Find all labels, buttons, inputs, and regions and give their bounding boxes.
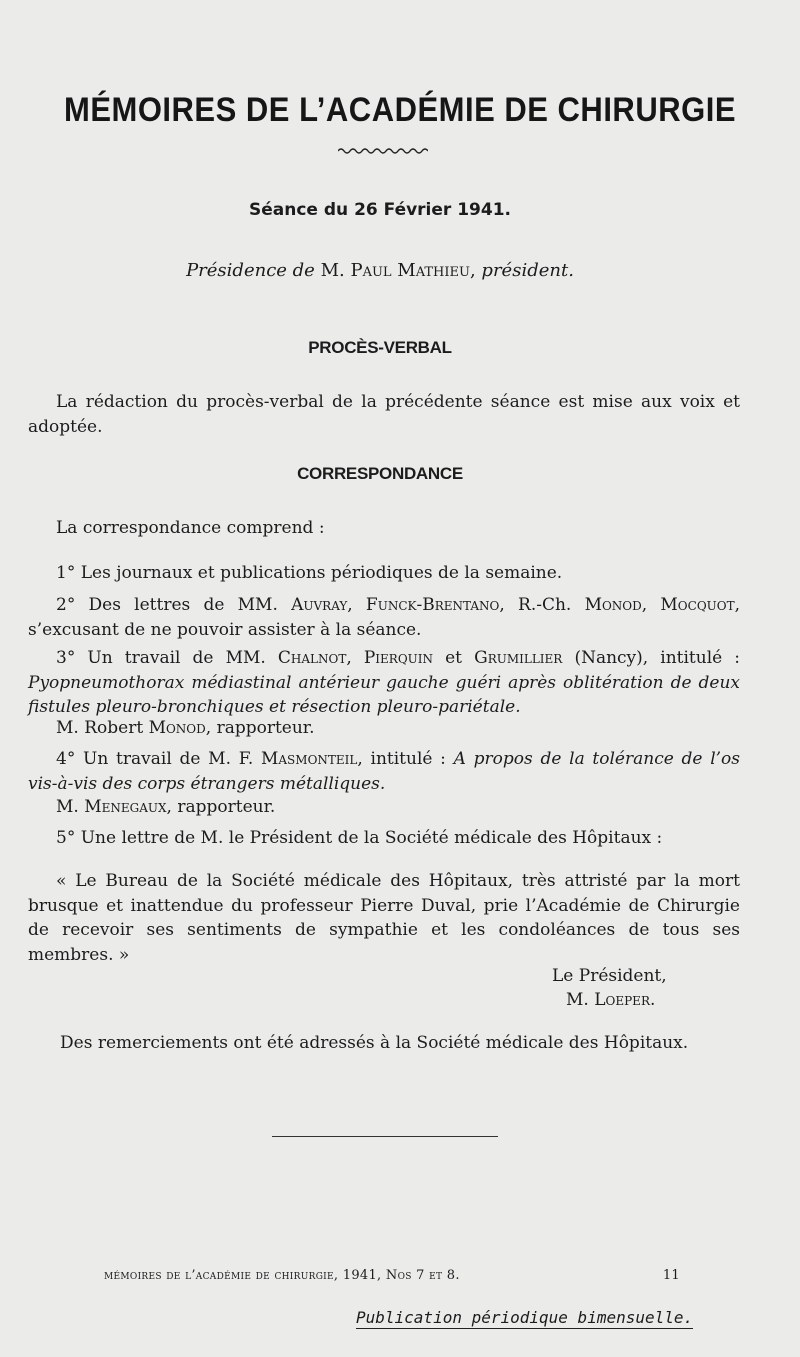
item-3-n1: Chalnot, <box>277 648 352 668</box>
item-4-name: Masmonteil, <box>260 749 363 769</box>
presidence-line <box>0 260 760 281</box>
item-2-names2: Monod, Mocquot, <box>584 595 741 615</box>
presidence-m: M. <box>320 260 345 281</box>
item-4-title: A propos de la tolérance de l’os vis-à-vis des corps étrangers métalliques. <box>28 749 740 794</box>
item-5: 5° Une lettre de M. le Président de la Société médicale des Hôpitaux : <box>56 828 663 848</box>
item-3-et: et <box>445 648 463 668</box>
correspondance-intro: La correspondance comprend : <box>56 518 325 538</box>
item-1: 1° Les journaux et publications périodiques de la semaine. <box>56 563 563 583</box>
remerciements: Des remerciements ont été adressés à la Société médicale des Hôpitaux. <box>60 1033 689 1053</box>
signature-m: M. <box>566 990 589 1010</box>
item-3-title: Pyopneumothorax médiastinal antérieur gauche guéri après oblitération de deux fistules pleuro-bronchiques et résection pleuro-pariétale. <box>28 672 740 717</box>
item-3-n2: Pierquin <box>363 648 434 668</box>
item-4-rap-role: rapporteur. <box>177 797 276 817</box>
item-4-b: intitulé : <box>370 749 446 769</box>
item-2-a: 2° Des lettres de MM. <box>56 595 278 615</box>
item-2-names: Auvray, Funck-Brentano, <box>291 595 505 615</box>
footer-line <box>104 1268 680 1283</box>
signature-title: Le Président, <box>552 966 667 986</box>
item-4-a: 4° Un travail de M. F. <box>56 749 254 769</box>
separator-rule <box>272 1136 498 1137</box>
item-3-a: 3° Un travail de MM. <box>56 648 266 668</box>
wavy-ornament <box>338 146 428 156</box>
item-3 <box>28 646 740 720</box>
presidence-prefix: Présidence de <box>186 260 315 281</box>
item-3-rapporteur <box>28 716 740 741</box>
president-name: Paul Mathieu, <box>350 260 476 281</box>
item-4-rapporteur <box>28 795 740 820</box>
item-3-rap-name: Monod, <box>148 718 212 738</box>
journal-title: MÉMOIRES DE L’ACADÉMIE DE CHIRURGIE <box>64 89 736 130</box>
footer-journal: mémoires de l’académie de chirurgie, 1941, Nos 7 et 8. <box>104 1268 460 1283</box>
quote-paragraph: « Le Bureau de la Société médicale des Hôpitaux, très attristé par la mort brusque et inattendue du professeur Pierre Duval, prie l’Académie de Chirurgie de recevoir ses sentiments de sympathie et les condoléances de tous ses membres. » <box>28 871 740 965</box>
item-2-b: R.-Ch. <box>518 595 572 615</box>
proces-verbal-text: La rédaction du procès-verbal de la précédente séance est mise aux voix et adoptée. <box>28 392 740 437</box>
president-role: président. <box>481 260 574 281</box>
item-4-rap-m: M. <box>56 797 79 817</box>
publication-periodique: Publication périodique bimensuelle. <box>356 1308 694 1327</box>
page-number: 11 <box>662 1268 680 1283</box>
signature-name <box>566 988 766 1013</box>
item-3-rap-m: M. Robert <box>56 718 144 738</box>
item-3-n3: Grumillier <box>474 648 563 668</box>
heading-proces-verbal: PROCÈS-VERBAL <box>308 338 452 357</box>
signature-loeper: Loeper. <box>594 990 656 1010</box>
item-2-c: s’excusant de ne pouvoir assister à la séance. <box>28 619 422 640</box>
item-2 <box>28 593 740 642</box>
seance-date: Séance du 26 Février 1941. <box>249 200 511 220</box>
item-3-b: (Nancy), intitulé : <box>574 648 741 668</box>
heading-correspondance: CORRESPONDANCE <box>297 464 463 483</box>
item-3-rap-role: rapporteur. <box>216 718 315 738</box>
item-4 <box>28 747 740 796</box>
item-4-rap-name: Menegaux, <box>84 797 172 817</box>
